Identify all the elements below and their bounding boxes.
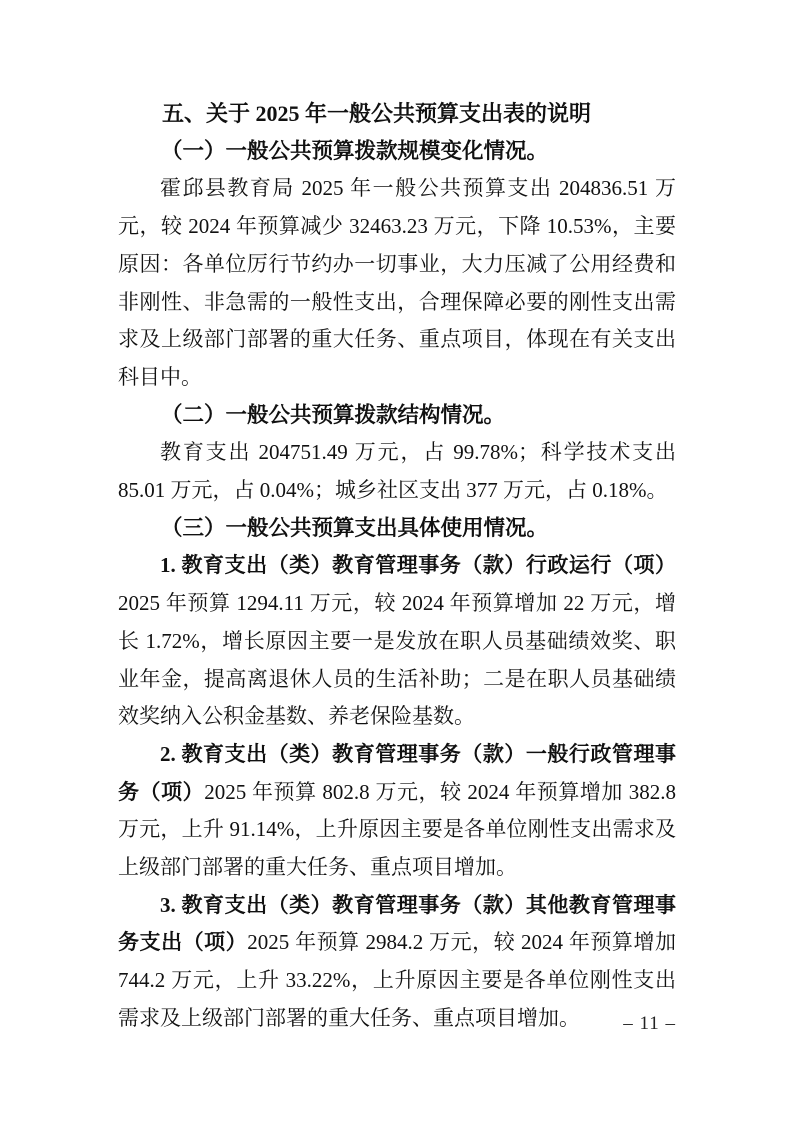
- section-title: 五、关于 2025 年一般公共预算支出表的说明: [162, 101, 592, 126]
- page-number: – 11 –: [623, 1013, 676, 1034]
- document-content: [118, 95, 676, 1038]
- paragraph-item-1: [118, 547, 676, 736]
- item-2-lead: 2. 教育支出（类）教育管理事务（款）一般行政管理事务（项）: [118, 741, 676, 804]
- paragraph-structure: 教育支出 204751.49 万元，占 99.78%；科学技术支出 85.01 万元，占 0.04%；城乡社区支出 377 万元，占 0.18%。: [118, 440, 676, 503]
- subsection-heading-2: （二）一般公共预算拨款结构情况。: [161, 402, 506, 427]
- subsection-heading-3: （三）一般公共预算支出具体使用情况。: [161, 515, 549, 540]
- item-1-text: 2025 年预算 1294.11 万元，较 2024 年预算增加 22 万元，增长 1.72%，增长原因主要一是发放在职人员基础绩效奖、职业年金，提高离退休人员的生活补助；二是在职人员基础绩效奖纳入公积金基数、养老保险基数。: [118, 591, 676, 729]
- subsection-heading-1: （一）一般公共预算拨款规模变化情况。: [161, 138, 549, 163]
- item-3-text: 2025 年预算 2984.2 万元，较 2024 年预算增加 744.2 万元，上升 33.22%，上升原因主要是各单位刚性支出需求及上级部门部署的重大任务、重点项目增加。: [118, 930, 677, 1030]
- item-2-text: 2025 年预算 802.8 万元，较 2024 年预算增加 382.8 万元，上升 91.14%，上升原因主要是各单位刚性支出需求及上级部门部署的重大任务、重点项目增加。: [118, 779, 677, 880]
- item-1-lead: 1. 教育支出（类）教育管理事务（款）行政运行（项）: [160, 553, 676, 578]
- paragraph-scale-change: 霍邱县教育局 2025 年一般公共预算支出 204836.51 万元，较 2024 年预算减少 32463.23 万元，下降 10.53%，主要原因：各单位厉行节约办一切事业，大力压减了公用经费和非刚性、非急需的一般性支出，合理保障必要的刚性支出需求及上级部门部署的重大任务、重点项目，体现在有关支出科目中。: [118, 176, 676, 389]
- item-3-lead: 3. 教育支出（类）教育管理事务（款）其他教育管理事务支出（项）: [118, 892, 676, 955]
- paragraph-item-2: [118, 736, 676, 887]
